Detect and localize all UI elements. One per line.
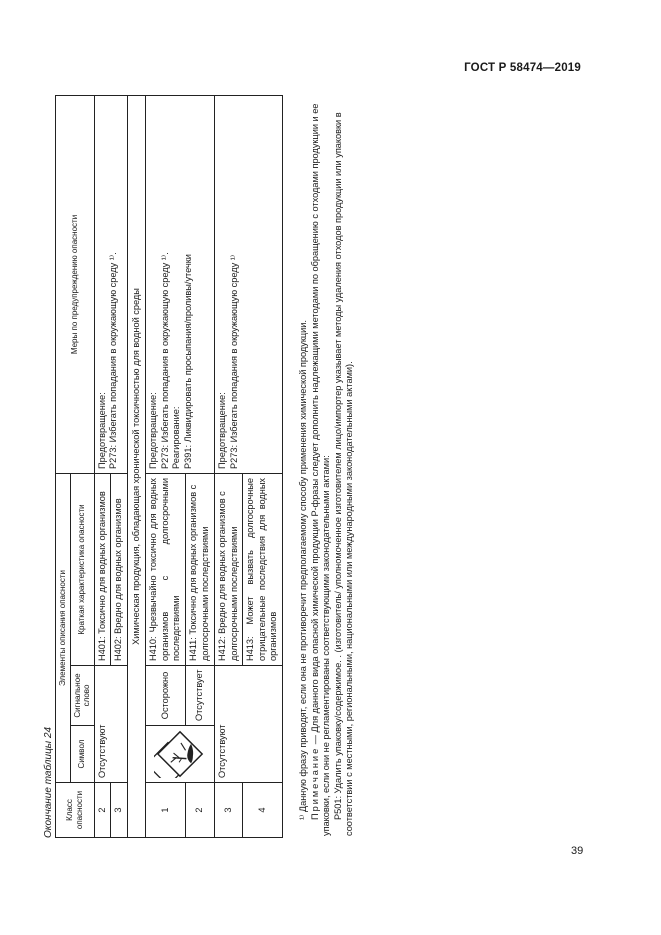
measures-cell [146,95,215,473]
measures-cell [94,95,127,473]
class-cell: 4 [243,783,283,838]
header-signal-word: Сигнальное слово [70,666,94,726]
measure-line: Предотвращение: [148,392,158,469]
measure-line: P273: Избегать попадания в окружающую среду ¹⁾ [228,254,239,469]
measure-line: Реагирование: [171,406,181,469]
brief-cell: H410: Чрезвычайно токсично для водных организмов с долгосрочными последствиями [146,473,186,665]
table-caption: Окончание таблицы 24 [43,726,54,838]
header-measures: Меры по предупреждению опасности [56,95,95,473]
measure-line: Предотвращение: [96,392,107,469]
brief-cell: H412: Вредно для водных организмов с долгосрочными последствиями [215,473,243,665]
p501-paragraph: Р501: Удалить упаковку/содержимое. . (изготовитель/ уполномоченное изготовителем лицо/импортер указывает методы удаления отходов продукции или упаковки в соответствии с местными, региональными, национальными или международными законодательными актами). [332,112,354,836]
section-row [127,95,146,837]
header-symbol: Символ [70,726,94,783]
table-row [94,95,111,837]
table-row [215,95,243,837]
brief-cell: H402: Вредно для водных организмов [111,473,128,665]
table-header-row [56,95,71,837]
signal-word-cell: Отсутствует [186,666,215,726]
brief-cell: H413: Может вызвать долгосрочные отрицательные последствия для водных организмов [243,473,283,665]
standard-number: ГОСТ Р 58474—2019 [464,62,581,74]
brief-cell: H411: Токсично для водных организмов с долгосрочными последствиями [186,473,215,665]
environment-hazard-icon [154,730,206,778]
header-class: Класс опасности [56,783,95,838]
environment-pictogram [148,730,212,778]
table-row [146,95,186,837]
measure-line: P391: Ликвидировать просыпания/проливы/утечки [182,254,193,469]
footnote: ¹⁾ Данную фразу приводят, если она не противоречит предполагаемому способу применения химической продукции. [298,320,308,820]
header-brief: Краткая характеристика опасности [70,473,94,665]
header-elements: Элементы описания опасности [56,473,71,782]
hazard-table [55,95,283,838]
class-cell: 2 [94,783,111,838]
note-label: Примечание [309,746,320,820]
measure-line: P273: Избегать попадания в окружающую среду ¹⁾. [108,252,118,469]
table-notes [298,96,356,836]
class-cell: 3 [215,783,243,838]
signal-word-cell: Осторожно [146,666,186,726]
rotated-table-block [43,75,383,838]
measure-line: Предотвращение: [217,392,227,469]
brief-cell: H401: Токсично для водных организмов [94,473,111,665]
class-cell: 1 [146,783,186,838]
symbol-cell [146,726,215,783]
note-text: — Для данного вида опасной химической продукции Р-фразы следует дополнить надлежащими методами по обращению с отходами продукции и ее упаковки, если они не регламентированы соответствующими законодательными актами: [309,103,331,836]
measures-cell [215,95,283,473]
page-number: 39 [571,845,584,857]
class-cell: 3 [111,783,128,838]
symbol-cell: Отсутствуют [94,666,127,783]
note-paragraph [310,96,333,836]
section-title: Химическая продукция, обладающая хронической токсичностью для водной среды [127,95,146,837]
symbol-cell: Отсутствуют [215,666,283,783]
class-cell: 2 [186,783,215,838]
measure-line: P273: Избегать попадания в окружающую среду ¹⁾. [159,252,170,469]
